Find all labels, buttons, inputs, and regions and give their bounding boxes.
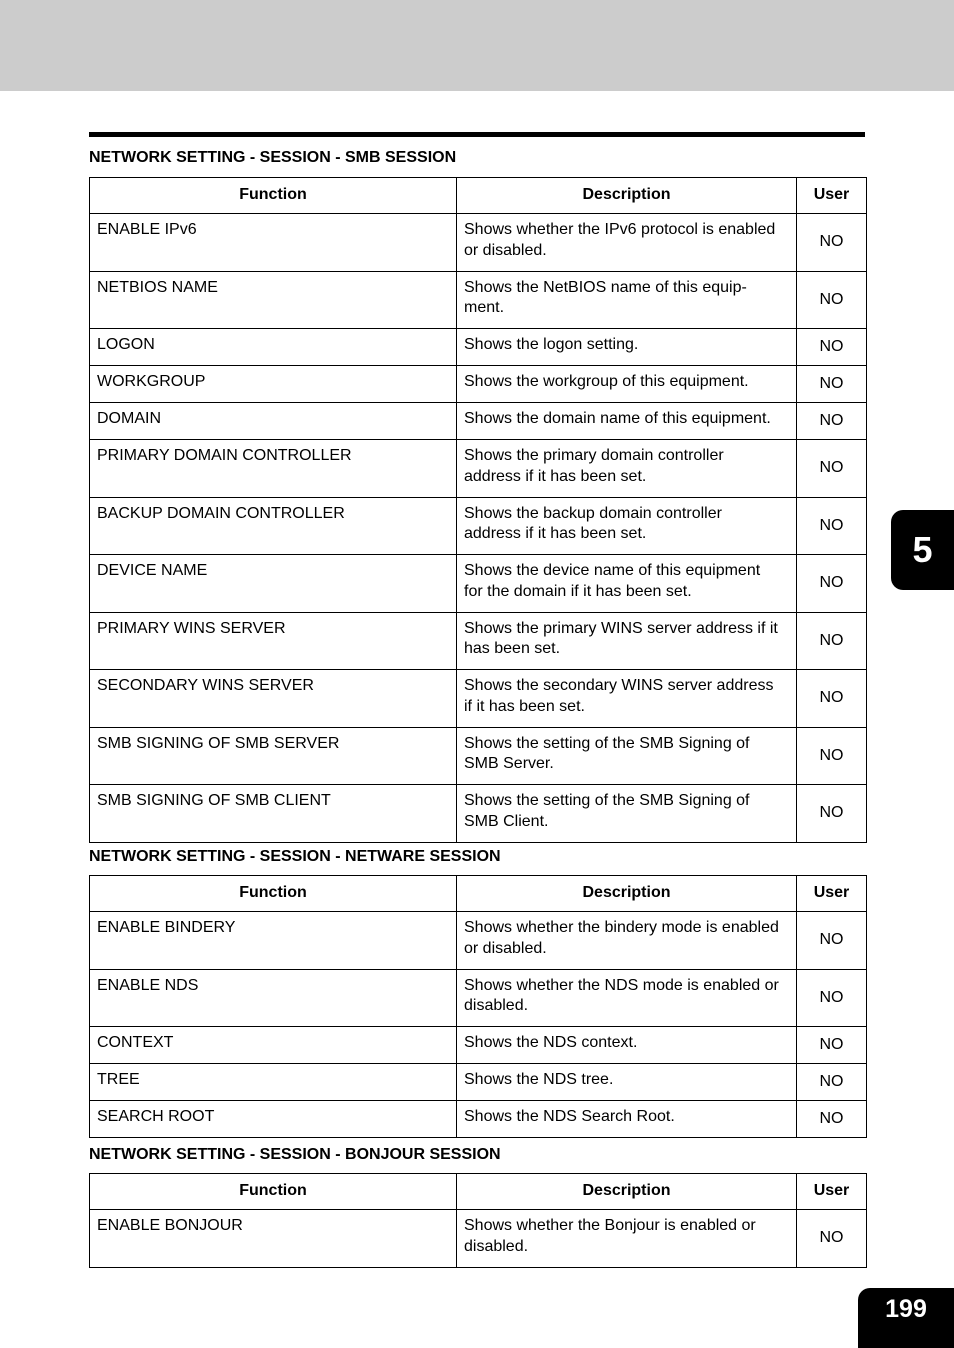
function-cell: PRIMARY WINS SERVER [90, 612, 457, 670]
description-line: ment. [464, 299, 505, 316]
table-row [90, 440, 867, 498]
user-cell: NO [797, 497, 867, 555]
table-row [90, 271, 867, 329]
section-title-bonjour: NETWORK SETTING - SESSION - BONJOUR SESSION [89, 1146, 501, 1163]
function-cell: ENABLE BONJOUR [90, 1210, 457, 1268]
description-line: Shows the primary WINS server address if it [464, 619, 778, 637]
description-line: SMB Client. [464, 812, 549, 830]
description-line: or disabled. [464, 241, 547, 259]
bonjour-session-table [89, 1173, 867, 1268]
description-header: Description [457, 178, 797, 214]
table-row [90, 1210, 867, 1268]
function-cell: ENABLE NDS [90, 969, 457, 1027]
user-cell: NO [797, 1064, 867, 1101]
user-cell: NO [797, 1101, 867, 1138]
function-header: Function [90, 1174, 457, 1210]
description-line: Shows the secondary WINS server address [464, 677, 774, 694]
table-row [90, 403, 867, 440]
function-cell: ENABLE IPv6 [90, 214, 457, 272]
user-cell: NO [797, 1027, 867, 1064]
description-line: address if it has been set. [464, 525, 647, 542]
function-cell: PRIMARY DOMAIN CONTROLLER [90, 440, 457, 498]
description-cell [457, 440, 797, 498]
description-cell [457, 366, 797, 403]
table-row [90, 329, 867, 366]
description-header: Description [457, 876, 797, 912]
table-row [90, 785, 867, 843]
table-row [90, 1064, 867, 1101]
description-line: Shows the NDS Search Root. [464, 1108, 675, 1125]
table-row [90, 1027, 867, 1064]
section-title-netware: NETWORK SETTING - SESSION - NETWARE SESSION [89, 848, 501, 865]
description-line: Shows the NetBIOS name of this equip- [464, 278, 747, 296]
description-line: Shows the device name of this equipment [464, 562, 761, 579]
user-cell: NO [797, 969, 867, 1027]
table-row [90, 969, 867, 1027]
function-cell: ENABLE BINDERY [90, 912, 457, 970]
user-cell: NO [797, 440, 867, 498]
function-cell: DEVICE NAME [90, 555, 457, 613]
description-cell [457, 612, 797, 670]
table-row [90, 670, 867, 728]
description-cell [457, 403, 797, 440]
user-header: User [797, 178, 867, 214]
description-line: Shows whether the Bonjour is enabled or [464, 1217, 756, 1234]
table-row [90, 912, 867, 970]
description-line: or disabled. [464, 939, 547, 957]
description-line: Shows the setting of the SMB Signing of [464, 734, 750, 752]
description-cell [457, 1064, 797, 1101]
function-header: Function [90, 876, 457, 912]
section-title-smb: NETWORK SETTING - SESSION - SMB SESSION [89, 149, 457, 166]
description-header: Description [457, 1174, 797, 1210]
function-cell: CONTEXT [90, 1027, 457, 1064]
description-line: Shows the workgroup of this equipment. [464, 373, 749, 390]
description-line: Shows the NDS tree. [464, 1071, 614, 1088]
function-cell: BACKUP DOMAIN CONTROLLER [90, 497, 457, 555]
description-cell [457, 670, 797, 728]
table-header-row [90, 876, 867, 912]
description-line: Shows the NDS context. [464, 1034, 638, 1051]
description-cell [457, 329, 797, 366]
function-cell: SMB SIGNING OF SMB CLIENT [90, 785, 457, 843]
user-cell: NO [797, 555, 867, 613]
description-line: address if it has been set. [464, 467, 647, 485]
function-cell: LOGON [90, 329, 457, 366]
function-cell: SMB SIGNING OF SMB SERVER [90, 727, 457, 785]
user-cell: NO [797, 612, 867, 670]
description-line: Shows the setting of the SMB Signing of [464, 792, 750, 809]
function-header: Function [90, 178, 457, 214]
header-band [0, 0, 954, 91]
table-row [90, 727, 867, 785]
description-line: disabled. [464, 1237, 529, 1255]
description-cell [457, 727, 797, 785]
table-row [90, 214, 867, 272]
description-line: Shows whether the IPv6 protocol is enabled [464, 221, 776, 238]
table-header-row [90, 1174, 867, 1210]
description-line: Shows whether the bindery mode is enabled [464, 919, 779, 936]
netware-session-table [89, 875, 867, 1138]
description-cell [457, 969, 797, 1027]
function-cell: NETBIOS NAME [90, 271, 457, 329]
user-cell: NO [797, 329, 867, 366]
user-cell: NO [797, 912, 867, 970]
description-cell [457, 555, 797, 613]
description-cell [457, 785, 797, 843]
user-cell: NO [797, 366, 867, 403]
user-cell: NO [797, 727, 867, 785]
description-line: disabled. [464, 997, 529, 1014]
description-line: Shows the domain name of this equipment. [464, 410, 771, 427]
function-cell: DOMAIN [90, 403, 457, 440]
description-cell [457, 497, 797, 555]
user-cell: NO [797, 785, 867, 843]
table-row [90, 497, 867, 555]
description-cell [457, 912, 797, 970]
description-line: for the domain if it has been set. [464, 582, 692, 600]
table-row [90, 366, 867, 403]
description-line: SMB Server. [464, 755, 554, 772]
description-line: Shows the backup domain controller [464, 504, 722, 522]
function-cell: SEARCH ROOT [90, 1101, 457, 1138]
user-cell: NO [797, 670, 867, 728]
user-cell: NO [797, 271, 867, 329]
smb-session-table [89, 177, 867, 843]
description-line: Shows whether the NDS mode is enabled or [464, 976, 779, 994]
description-cell [457, 1101, 797, 1138]
user-cell: NO [797, 214, 867, 272]
table-row [90, 1101, 867, 1138]
chapter-tab: 5 [891, 510, 954, 590]
description-cell [457, 271, 797, 329]
function-cell: TREE [90, 1064, 457, 1101]
section-rule [89, 132, 865, 137]
description-cell [457, 214, 797, 272]
description-line: has been set. [464, 640, 561, 657]
page-number: 199 [858, 1288, 954, 1348]
function-cell: WORKGROUP [90, 366, 457, 403]
table-row [90, 612, 867, 670]
user-header: User [797, 876, 867, 912]
description-cell [457, 1027, 797, 1064]
description-line: Shows the primary domain controller [464, 447, 724, 464]
user-cell: NO [797, 403, 867, 440]
function-cell: SECONDARY WINS SERVER [90, 670, 457, 728]
description-line: if it has been set. [464, 697, 585, 715]
user-header: User [797, 1174, 867, 1210]
table-row [90, 555, 867, 613]
user-cell: NO [797, 1210, 867, 1268]
description-line: Shows the logon setting. [464, 336, 639, 353]
table-header-row [90, 178, 867, 214]
description-cell [457, 1210, 797, 1268]
